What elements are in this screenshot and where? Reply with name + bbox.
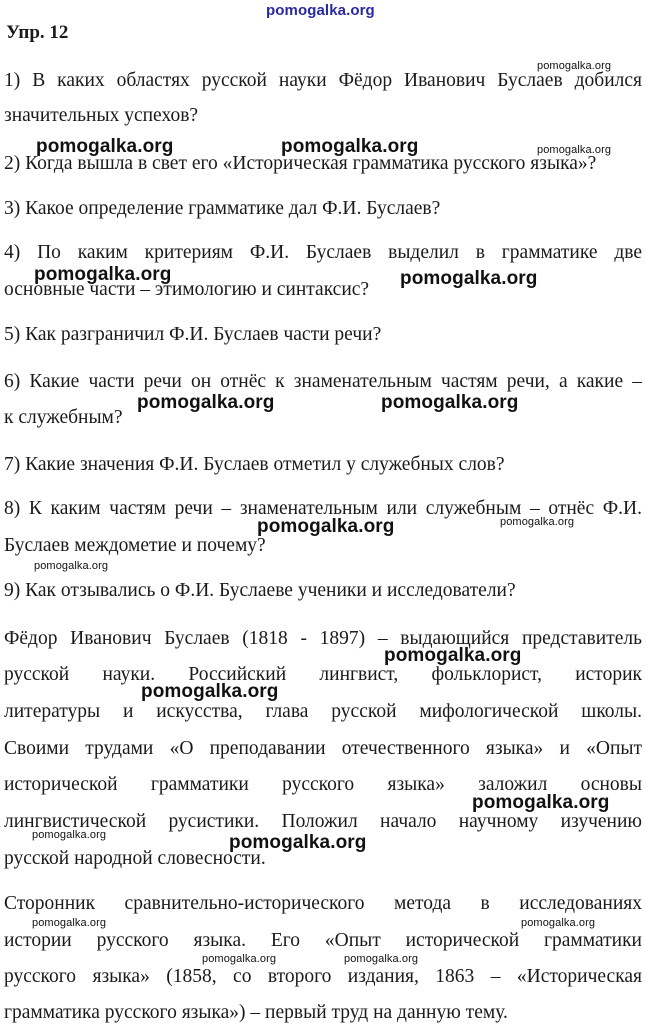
answer-p2-line-2: истории русского языка. Его «Опыт исторической грамматики <box>4 930 642 951</box>
watermark: pomogalka.org <box>537 144 612 156</box>
answer-p1-line-3: литературы и искусства, глава русской мифологической школы. <box>4 701 642 722</box>
question-6-line-2: к служебным? <box>4 407 123 428</box>
question-9-line-1: 9) Как отзывались о Ф.И. Буслаеве ученики и исследователи? <box>4 580 516 601</box>
watermark: pomogalka.org <box>400 268 538 289</box>
question-8-line-1: 8) К каким частям речи – знаменательным или служебным – отнёс Ф.И. <box>4 498 642 519</box>
answer-p1-line-5: исторической грамматики русского языка» заложил основы <box>4 774 642 795</box>
watermark: pomogalka.org <box>34 264 172 285</box>
question-1-line-1: 1) В каких областях русской науки Фёдор Иванович Буслаев добился <box>4 70 642 91</box>
watermark: pomogalka.org <box>34 560 109 572</box>
answer-p1-line-6: лингвистической русистики. Положил начало научному изучению <box>4 811 642 832</box>
answer-p2-line-4: грамматика русского языка») – первый труд на данную тему. <box>4 1002 508 1023</box>
answer-p2-line-1: Сторонник сравнительно-исторического метода в исследованиях <box>4 893 642 914</box>
watermark: pomogalka.org <box>257 516 395 537</box>
answer-p2-line-3: русского языка» (1858, со второго издания, 1863 – «Историческая <box>4 966 642 987</box>
answer-p1-line-7: русской народной словесности. <box>4 848 266 869</box>
watermark: pomogalka.org <box>537 60 612 72</box>
question-3-line-1: 3) Какое определение грамматике дал Ф.И. Буслаев? <box>4 198 441 219</box>
watermark: pomogalka.org <box>281 136 419 157</box>
watermark: pomogalka.org <box>202 953 277 965</box>
question-8-line-2: Буслаев междометие и почему? <box>4 535 266 556</box>
watermark: pomogalka.org <box>137 392 275 413</box>
question-1-line-2: значительных успехов? <box>4 105 199 126</box>
watermark: pomogalka.org <box>229 832 367 853</box>
watermark: pomogalka.org <box>141 681 279 702</box>
watermark: pomogalka.org <box>381 392 519 413</box>
question-4-line-2: основные части – этимологию и синтаксис? <box>4 279 370 300</box>
watermark: pomogalka.org <box>36 136 174 157</box>
exercise-title: Упр. 12 <box>6 22 69 43</box>
answer-p1-line-2: русской науки. Российский лингвист, фольклорист, историк <box>4 664 642 685</box>
watermark: pomogalka.org <box>521 917 596 929</box>
watermark: pomogalka.org <box>472 792 610 813</box>
question-7-line-1: 7) Какие значения Ф.И. Буслаев отметил у служебных слов? <box>4 454 505 475</box>
watermark: pomogalka.org <box>344 953 419 965</box>
question-4-line-1: 4) По каким критериям Ф.И. Буслаев выделил в грамматике две <box>4 242 642 263</box>
question-5-line-1: 5) Как разграничил Ф.И. Буслаев части речи? <box>4 324 382 345</box>
answer-p1-line-1: Фёдор Иванович Буслаев (1818 - 1897) – выдающийся представитель <box>4 628 642 649</box>
watermark: pomogalka.org <box>384 645 522 666</box>
question-2-line-1: 2) Когда вышла в свет его «Историческая грамматика русского языка»? <box>4 153 597 174</box>
question-6-line-1: 6) Какие части речи он отнёс к знаменательным частям речи, а какие – <box>4 371 642 392</box>
site-watermark-top: pomogalka.org <box>266 2 375 19</box>
watermark: pomogalka.org <box>500 516 575 528</box>
answer-p1-line-4: Своими трудами «О преподавании отечественного языка» и «Опыт <box>4 738 642 759</box>
watermark: pomogalka.org <box>32 917 107 929</box>
watermark: pomogalka.org <box>32 829 107 841</box>
